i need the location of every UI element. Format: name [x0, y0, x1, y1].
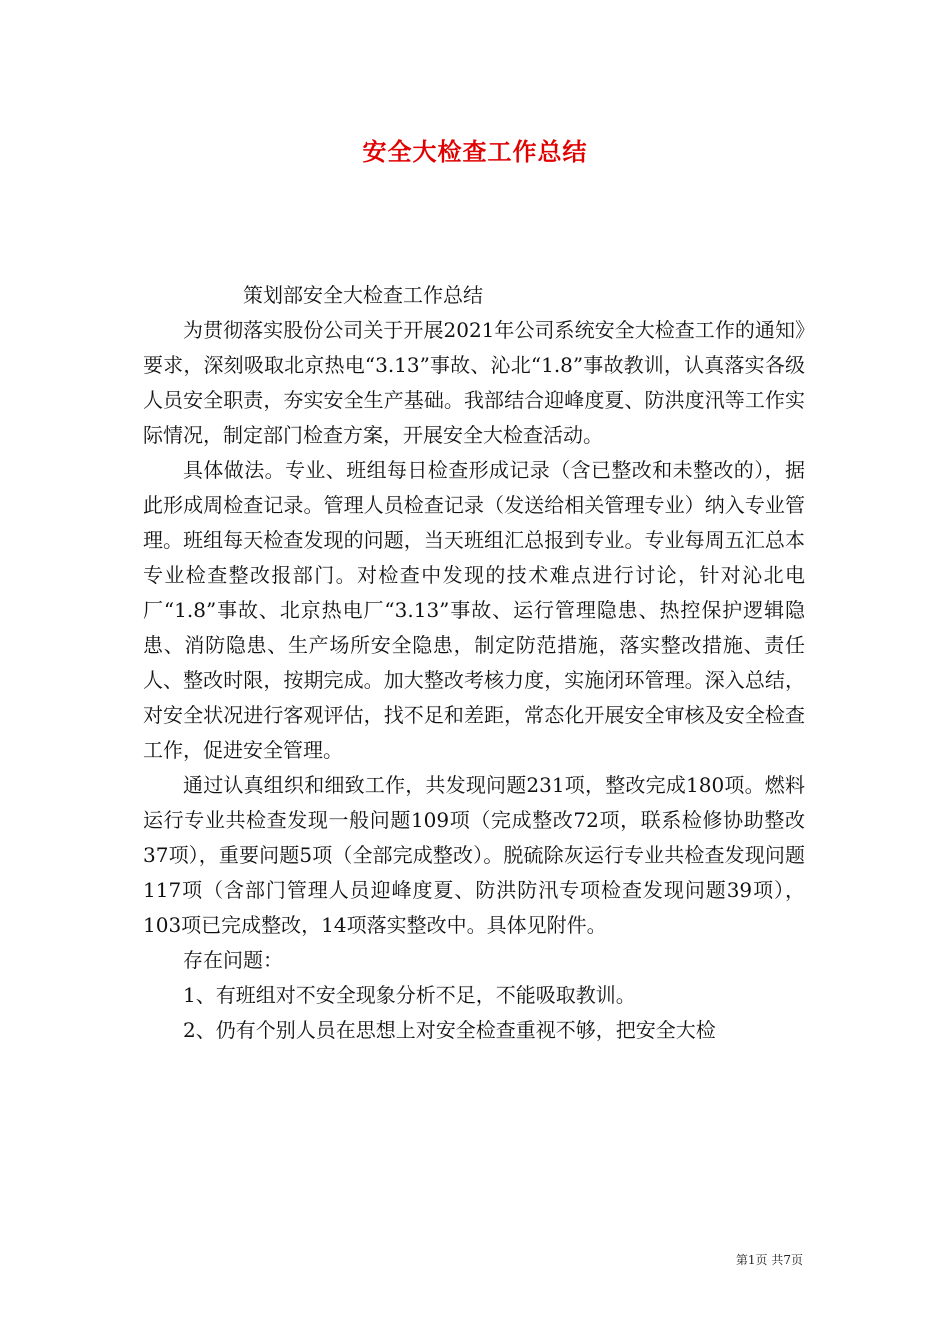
paragraph: 存在问题：: [183, 948, 283, 972]
paragraph: 通过认真组织和细致工作，共发现问题231项，整改完成180项。燃料运行专业共检查发现一般问题109项（完成整改72项，联系检修协助整改37项），重要问题5项（全部完成整改）。脱硫除灰运行专业共检查发现问题117项（含部门管理人员迎峰度夏、防洪防汛专项检查发现问题39项），103项已完成整改，14项落实整改中。具体见附件。: [143, 773, 805, 937]
paragraph: 2、仍有个别人员在思想上对安全检查重视不够，把安全大检: [183, 1018, 716, 1042]
document-body: [143, 278, 805, 1048]
paragraph: 为贯彻落实股份公司关于开展2021年公司系统安全大检查工作的通知》要求，深刻吸取北京热电“3.13”事故、沁北“1.8”事故教训，认真落实各级人员安全职责，夯实安全生产基础。我部结合迎峰度夏、防洪度汛等工作实际情况，制定部门检查方案，开展安全大检查活动。: [143, 318, 805, 447]
document-title: 安全大检查工作总结: [362, 138, 588, 166]
page-number: 第1页 共7页: [735, 1253, 803, 1267]
document-subtitle: 策划部安全大检查工作总结: [243, 283, 483, 307]
paragraph: 1、有班组对不安全现象分析不足，不能吸取教训。: [183, 983, 636, 1007]
paragraph: 具体做法。专业、班组每日检查形成记录（含已整改和未整改的），据此形成周检查记录。管理人员检查记录（发送给相关管理专业）纳入专业管理。班组每天检查发现的问题，当天班组汇总报到专业。专业每周五汇总本专业检查整改报部门。对检查中发现的技术难点进行讨论，针对沁北电厂“1.8”事故、北京热电厂“3.13”事故、运行管理隐患、热控保护逻辑隐患、消防隐患、生产场所安全隐患，制定防范措施，落实整改措施、责任人、整改时限，按期完成。加大整改考核力度，实施闭环管理。深入总结，对安全状况进行客观评估，找不足和差距，常态化开展安全审核及安全检查工作，促进安全管理。: [143, 458, 805, 762]
